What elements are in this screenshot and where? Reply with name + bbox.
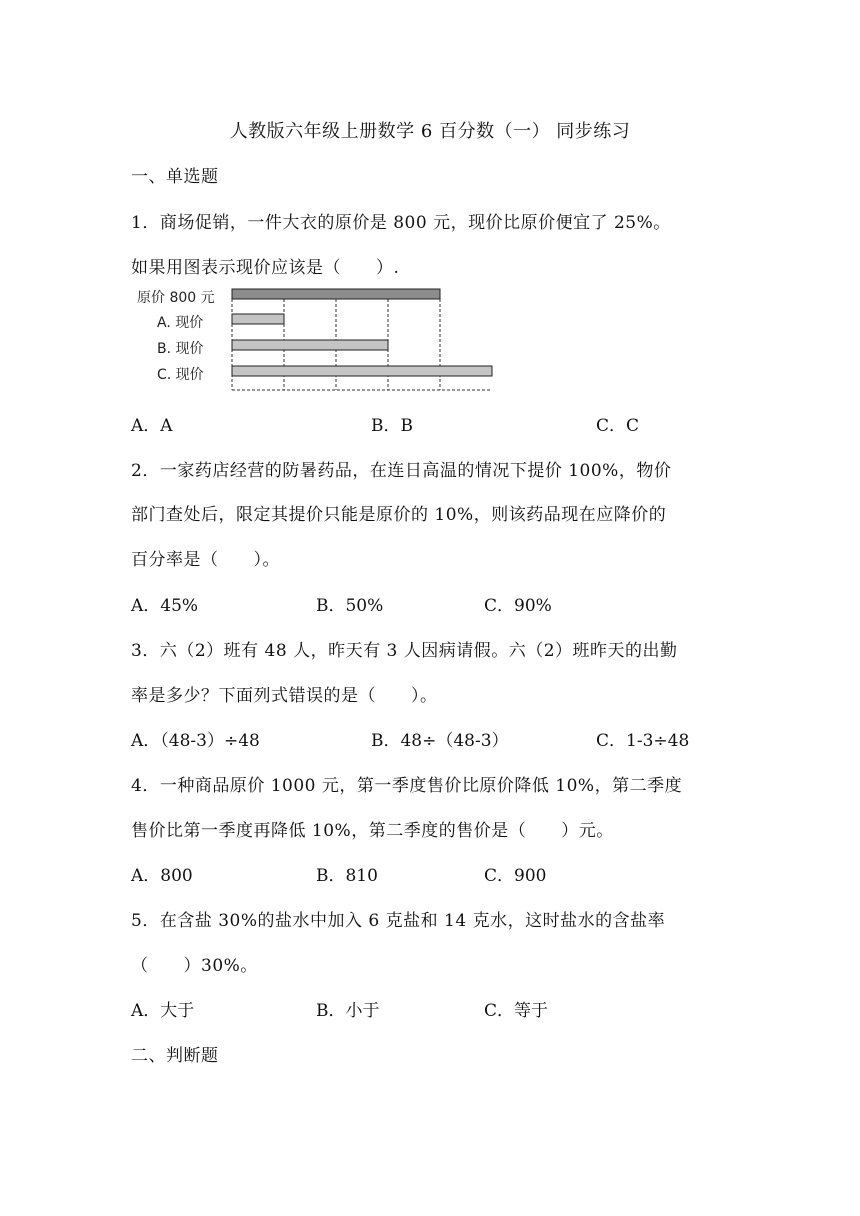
question-1-line-2: 如果用图表示现价应该是（ ）. bbox=[131, 258, 400, 278]
question-4-option-b[interactable]: B．810 bbox=[316, 866, 378, 886]
question-2-option-a[interactable]: A．45% bbox=[131, 596, 199, 616]
question-1-line-1: 1．商场促销，一件大衣的原价是 800 元，现价比原价便宜了 25%。 bbox=[131, 213, 671, 233]
bar-c bbox=[232, 366, 492, 376]
bar-b bbox=[232, 340, 388, 350]
question-1-option-b[interactable]: B．B bbox=[371, 416, 413, 436]
question-3-line-2: 率是多少？下面列式错误的是（ ）。 bbox=[131, 686, 438, 706]
question-4-line-1: 4．一种商品原价 1000 元，第一季度售价比原价降低 10%，第二季度 bbox=[131, 776, 683, 796]
question-4-option-a[interactable]: A．800 bbox=[131, 866, 193, 886]
question-5-line-1: 5．在含盐 30%的盐水中加入 6 克盐和 14 克水，这时盐水的含盐率 bbox=[131, 911, 666, 931]
question-5-line-2: （ ）30%。 bbox=[131, 956, 258, 976]
bar-a bbox=[232, 314, 284, 324]
question-4-option-c[interactable]: C．900 bbox=[484, 866, 547, 886]
section-heading-true-false: 二、判断题 bbox=[131, 1046, 219, 1066]
question-4-line-2: 售价比第一季度再降低 10%，第二季度的售价是（ ）元。 bbox=[131, 821, 614, 841]
question-2-line-1: 2．一家药店经营的防暑药品，在连日高温的情况下提价 100%，物价 bbox=[131, 461, 672, 481]
section-heading-single-choice: 一、单选题 bbox=[131, 167, 219, 187]
question-5-option-b[interactable]: B．小于 bbox=[316, 1001, 380, 1021]
document-title: 人教版六年级上册数学 6 百分数（一） 同步练习 bbox=[229, 121, 631, 142]
question-1-option-c[interactable]: C．C bbox=[596, 416, 640, 436]
figure-label-original: 原价 800 元 bbox=[137, 290, 215, 306]
figure-label-c: C. 现价 bbox=[157, 367, 204, 383]
figure-bars bbox=[131, 282, 511, 394]
figure-label-b: B. 现价 bbox=[157, 341, 204, 357]
question-3-line-1: 3．六（2）班有 48 人，昨天有 3 人因病请假。六（2）班昨天的出勤 bbox=[131, 641, 678, 661]
question-3-option-b[interactable]: B．48÷（48-3） bbox=[371, 731, 509, 751]
question-1-option-a[interactable]: A．A bbox=[131, 416, 173, 436]
figure-label-a: A. 现价 bbox=[157, 315, 204, 331]
question-2-line-2: 部门查处后，限定其提价只能是原价的 10%，则该药品现在应降价的 bbox=[131, 505, 667, 525]
question-5-option-c[interactable]: C．等于 bbox=[484, 1001, 549, 1021]
question-2-option-b[interactable]: B．50% bbox=[316, 596, 384, 616]
question-3-option-c[interactable]: C．1-3÷48 bbox=[596, 731, 690, 751]
question-3-option-a[interactable]: A．（48-3）÷48 bbox=[131, 731, 260, 751]
question-1-bar-figure bbox=[131, 282, 511, 394]
bar-original bbox=[232, 289, 440, 299]
question-2-line-3: 百分率是（ ）。 bbox=[131, 550, 280, 570]
question-5-option-a[interactable]: A．大于 bbox=[131, 1001, 195, 1021]
question-2-option-c[interactable]: C．90% bbox=[484, 596, 552, 616]
